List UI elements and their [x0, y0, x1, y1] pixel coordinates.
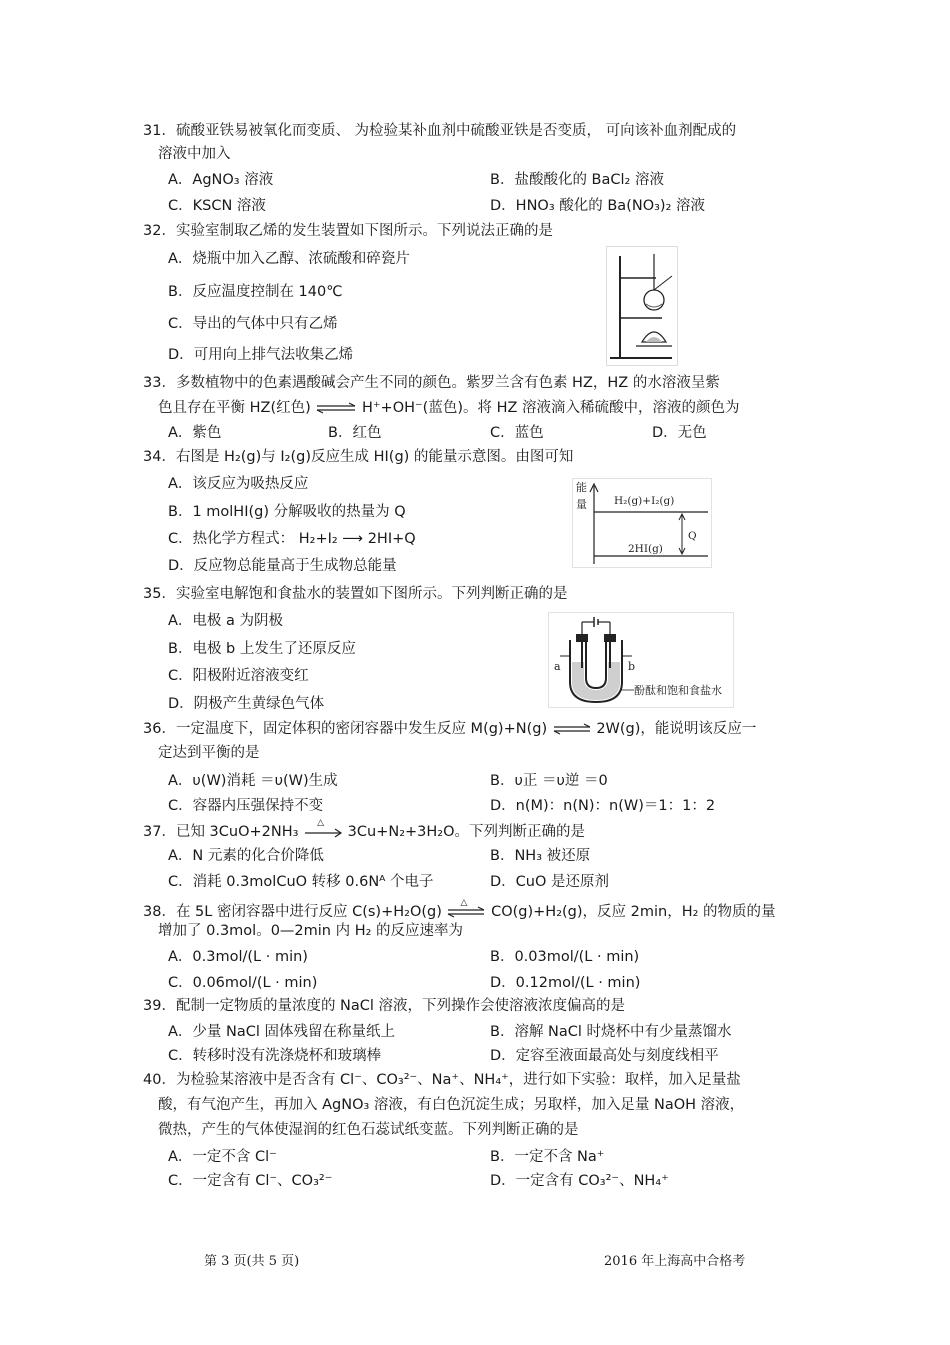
energy-axis-label-1: 能: [576, 481, 587, 494]
energy-axis-label-2: 量: [576, 498, 587, 511]
q36-option-d: D．n(M)：n(N)：n(W)＝1：1：2: [490, 798, 716, 814]
q36-stem-line1-post: 2W(g)，能说明该反应一: [596, 721, 757, 737]
q38-stem-line1: [143, 898, 776, 921]
q35-option-d: D．阴极产生黄绿色气体: [168, 696, 325, 712]
q33-option-a: A．紫色: [168, 425, 222, 441]
q39-option-b: B．溶解 NaCl 时烧杯中有少量蒸馏水: [490, 1024, 732, 1040]
electrode-b-label: b: [628, 660, 636, 673]
q33-stem-line2-pre: 色且存在平衡 HZ(红色): [158, 400, 311, 416]
equilibrium-arrow-icon: [446, 906, 486, 918]
q33-option-c: C．蓝色: [490, 425, 544, 441]
energy-level-reactants: H₂(g)+I₂(g): [614, 495, 675, 507]
equilibrium-arrow-icon: [552, 723, 592, 735]
footer-page-number: 第 3 页(共 5 页): [204, 1254, 300, 1269]
q37-option-a: A．N 元素的化合价降低: [168, 848, 324, 864]
q39-option-d: D．定容至液面最高处与刻度线相平: [490, 1048, 719, 1064]
q40-stem-line1: 40．为检验某溶液中是否含有 Cl⁻、CO₃²⁻、Na⁺、NH₄⁺，进行如下实验：取样，加入足量盐: [143, 1072, 741, 1088]
reaction-arrow-icon: [303, 827, 343, 839]
q33-stem-line1: 33．多数植物中的色素遇酸碱会产生不同的颜色。紫罗兰含有色素 HZ，HZ 的水溶液呈紫: [143, 375, 720, 391]
q31-stem-line1: 31．硫酸亚铁易被氧化而变质、 为检验某补血剂中硫酸亚铁是否变质， 可向该补血剂配成的: [143, 123, 737, 139]
heat-equilibrium-arrow: [446, 898, 486, 919]
q37-stem: [143, 818, 586, 841]
q40-option-b: B．一定不含 Na⁺: [490, 1149, 605, 1165]
q35-stem: 35．实验室电解饱和食盐水的装置如下图所示。下列判断正确的是: [143, 586, 568, 602]
q31-option-a: A．AgNO₃ 溶液: [168, 172, 274, 188]
q35-option-b: B．电极 b 上发生了还原反应: [168, 641, 356, 657]
q38-option-d: D．0.12mol/(L · min): [490, 975, 641, 991]
q38-stem-line1-post: CO(g)+H₂(g)，反应 2min，H₂ 的物质的量: [491, 904, 776, 920]
q39-option-a: A．少量 NaCl 固体残留在称量纸上: [168, 1024, 396, 1040]
q38-stem-line1-pre: 38．在 5L 密闭容器中进行反应 C(s)+H₂O(g): [143, 904, 442, 920]
q39-option-c: C．转移时没有洗涤烧杯和玻璃棒: [168, 1048, 382, 1064]
q34-stem: 34．右图是 H₂(g)与 I₂(g)反应生成 HI(g) 的能量示意图。由图可知: [143, 449, 574, 465]
ethylene-apparatus-figure: [606, 246, 678, 366]
q37-stem-post: 3Cu+N₂+3H₂O。下列判断正确的是: [347, 824, 586, 840]
q31-option-b: B．盐酸酸化的 BaCl₂ 溶液: [490, 172, 664, 188]
q36-stem-line1-pre: 36．一定温度下，固定体积的密闭容器中发生反应 M(g)+N(g): [143, 721, 548, 737]
q38-option-a: A．0.3mol/(L · min): [168, 949, 308, 965]
q32-option-c: C．导出的气体中只有乙烯: [168, 316, 338, 332]
q33-option-b: B．红色: [328, 425, 382, 441]
electrode-a-label: a: [554, 660, 561, 673]
footer-exam-title: 2016 年上海高中合格考: [604, 1254, 746, 1269]
heat-symbol: △: [317, 818, 324, 828]
q36-stem-line1: [143, 720, 756, 738]
q31-stem-line2: 溶液中加入: [158, 146, 231, 162]
q34-option-c: C．热化学方程式： H₂+I₂ ⟶ 2HI+Q: [168, 531, 416, 547]
q34-option-d: D．反应物总能量高于生成物总能量: [168, 558, 397, 574]
q32-option-a: A．烧瓶中加入乙醇、浓硫酸和碎瓷片: [168, 251, 410, 267]
q35-option-a: A．电极 a 为阴极: [168, 613, 284, 629]
q38-stem-line2: 增加了 0.3mol。0—2min 内 H₂ 的反应速率为: [158, 923, 464, 939]
q32-option-b: B．反应温度控制在 140℃: [168, 284, 343, 300]
q40-option-d: D．一定含有 CO₃²⁻、NH₄⁺: [490, 1173, 669, 1189]
q33-stem-line2-post: H⁺+OH⁻(蓝色)。将 HZ 溶液滴入稀硫酸中，溶液的颜色为: [361, 400, 740, 416]
q35-option-c: C．阳极附近溶液变红: [168, 668, 309, 684]
solution-label: 酚酞和饱和食盐水: [634, 684, 722, 697]
equilibrium-arrow-icon: [315, 402, 357, 414]
q34-option-a: A．该反应为吸热反应: [168, 476, 309, 492]
q37-option-d: D．CuO 是还原剂: [490, 874, 610, 890]
q34-option-b: B．1 molHI(g) 分解吸收的热量为 Q: [168, 504, 406, 520]
q36-option-a: A．υ(W)消耗 ＝υ(W)生成: [168, 773, 338, 789]
q38-option-b: B．0.03mol/(L · min): [490, 949, 640, 965]
q31-option-d: D．HNO₃ 酸化的 Ba(NO₃)₂ 溶液: [490, 198, 706, 214]
q32-option-d: D．可用向上排气法收集乙烯: [168, 347, 354, 363]
heat-symbol: △: [460, 898, 468, 908]
q40-stem-line3: 微热，产生的气体使湿润的红色石蕊试纸变蓝。下列判断正确的是: [158, 1122, 579, 1138]
q37-stem-pre: 37．已知 3CuO+2NH₃: [143, 824, 299, 840]
q33-option-d: D．无色: [652, 425, 707, 441]
q37-option-c: C．消耗 0.3molCuO 转移 0.6Nᴬ 个电子: [168, 874, 434, 890]
q32-stem: 32．实验室制取乙烯的发生装置如下图所示。下列说法正确的是: [143, 223, 553, 239]
q36-stem-line2: 定达到平衡的是: [158, 745, 260, 761]
q36-option-c: C．容器内压强保持不变: [168, 798, 324, 814]
heat-arrow: [303, 818, 343, 839]
q31-option-c: C．KSCN 溶液: [168, 198, 266, 214]
q40-stem-line2: 酸，有气泡产生，再加入 AgNO₃ 溶液，有白色沉淀生成；另取样，加入足量 NaOH 溶液，: [158, 1097, 745, 1113]
q36-option-b: B．υ正 ＝υ逆 ＝0: [490, 773, 608, 789]
energy-level-products: 2HI(g): [628, 543, 663, 555]
q37-option-b: B．NH₃ 被还原: [490, 848, 591, 864]
energy-diagram-figure: [572, 478, 712, 568]
q40-option-a: A．一定不含 Cl⁻: [168, 1149, 277, 1165]
electrolysis-apparatus-figure: [548, 612, 734, 708]
q40-option-c: C．一定含有 Cl⁻、CO₃²⁻: [168, 1173, 333, 1189]
q38-option-c: C．0.06mol/(L · min): [168, 975, 318, 991]
q39-stem: 39．配制一定物质的量浓度的 NaCl 溶液，下列操作会使溶液浓度偏高的是: [143, 998, 626, 1014]
q33-stem-line2: [158, 399, 740, 417]
energy-gap-q: Q: [688, 530, 697, 542]
